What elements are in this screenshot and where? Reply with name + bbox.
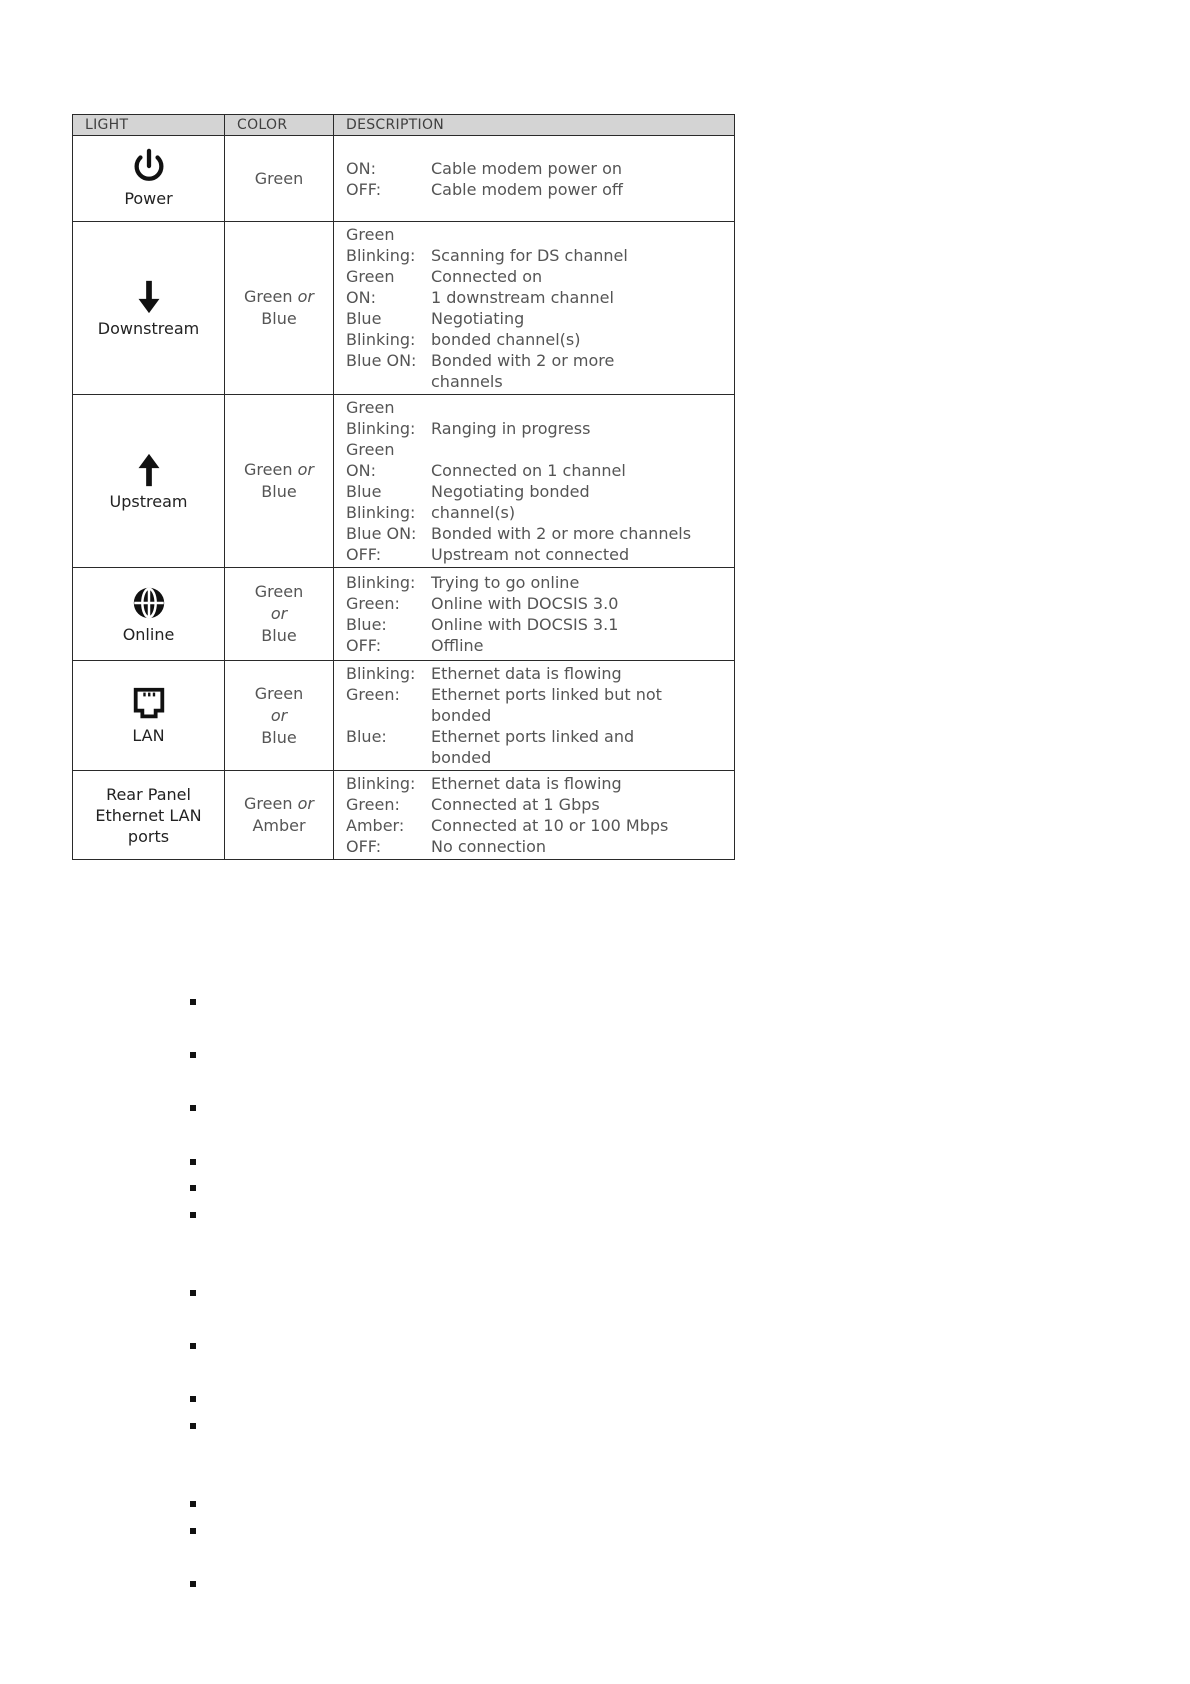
description-entry — [346, 224, 728, 266]
description-entry — [346, 773, 728, 794]
state-label-line: Blinking: — [346, 330, 416, 349]
description-entry — [346, 523, 728, 544]
state-label — [346, 684, 431, 726]
state-description-line — [431, 439, 728, 460]
table-row — [73, 568, 735, 661]
state-label — [346, 593, 431, 614]
color-text: Green — [244, 460, 298, 479]
bullet-marker — [190, 1105, 196, 1111]
state-description — [431, 815, 728, 836]
description-entry — [346, 350, 728, 392]
state-description-line: Trying to go online — [431, 573, 580, 592]
color-text: or — [270, 604, 288, 623]
state-label-line: ON: — [346, 158, 376, 178]
color-cell — [225, 568, 334, 661]
color-text: Green — [244, 287, 298, 306]
description-entry — [346, 544, 728, 565]
color-cell — [225, 136, 334, 222]
state-description-line: Cable modem power off — [431, 179, 623, 199]
state-label — [346, 266, 431, 308]
state-description — [431, 614, 728, 635]
state-label — [346, 815, 431, 836]
state-description — [431, 635, 728, 656]
color-text: or — [297, 287, 314, 306]
color-text: Green — [244, 794, 298, 813]
color-cell — [225, 771, 334, 860]
bullet-marker — [190, 1343, 196, 1349]
state-description-line: Connected on — [431, 267, 543, 286]
state-label-line: Blinking: — [346, 246, 416, 265]
color-text: Blue — [261, 309, 297, 328]
bullet-marker — [190, 1290, 196, 1296]
color-text: Green — [254, 168, 304, 188]
color-text: Amber — [252, 816, 306, 835]
state-description — [431, 158, 728, 179]
state-label-line: ON: — [346, 288, 376, 307]
state-label-line: Blue ON: — [346, 351, 417, 370]
state-label-line: Blue: — [346, 727, 387, 746]
state-description-line: Connected at 1 Gbps — [431, 795, 600, 814]
state-description-line: Online with DOCSIS 3.0 — [431, 594, 619, 613]
state-description — [431, 836, 728, 857]
state-label-line: Green — [346, 398, 395, 417]
table-row — [73, 136, 735, 222]
light-cell — [73, 568, 225, 661]
description-entry — [346, 635, 728, 656]
state-description-line: Negotiating bonded — [431, 482, 590, 501]
arrow-down-icon — [130, 278, 168, 316]
description-entry — [346, 593, 728, 614]
light-cell — [73, 395, 225, 568]
state-label-line: OFF: — [346, 837, 382, 856]
description-cell — [334, 222, 735, 395]
description-cell — [334, 771, 735, 860]
state-label — [346, 439, 431, 481]
state-description — [431, 179, 728, 200]
state-label-line: Blue ON: — [346, 524, 417, 543]
light-name: Online — [122, 624, 175, 644]
state-label — [346, 397, 431, 439]
state-description — [431, 523, 728, 544]
state-label-line: OFF: — [346, 545, 382, 564]
bullet-marker — [190, 1501, 196, 1507]
light-name: LAN — [132, 726, 165, 745]
state-label-line: Blinking: — [346, 573, 416, 592]
state-label-line: Green: — [346, 795, 400, 814]
state-label — [346, 523, 431, 544]
state-description-line: Offline — [431, 636, 484, 655]
state-description-line: No connection — [431, 837, 546, 856]
state-description-line: channels — [431, 372, 503, 391]
state-label-line: Green — [346, 225, 395, 244]
description-entry — [346, 308, 728, 350]
description-entry — [346, 614, 728, 635]
state-label-line: Green — [346, 440, 395, 459]
state-description-line — [431, 397, 728, 418]
color-text: Blue — [261, 626, 297, 645]
state-description-line: Bonded with 2 or more — [431, 351, 615, 370]
state-description-line: Cable modem power on — [431, 158, 623, 178]
state-description — [431, 266, 728, 308]
color-cell — [225, 222, 334, 395]
table-body — [73, 136, 735, 860]
bullet-marker — [190, 1581, 196, 1587]
description-cell — [334, 136, 735, 222]
light-name: Upstream — [109, 491, 188, 511]
state-description-line: channel(s) — [431, 503, 516, 522]
light-name: Downstream — [97, 318, 200, 338]
state-label-line: ON: — [346, 461, 376, 480]
color-text: Blue — [261, 727, 297, 747]
state-description — [431, 572, 728, 593]
color-text: Blue — [261, 482, 297, 501]
globe-icon — [130, 584, 168, 622]
state-description — [431, 481, 728, 523]
state-label — [346, 572, 431, 593]
description-entry — [346, 726, 728, 768]
arrow-up-icon — [130, 451, 168, 489]
state-description — [431, 439, 728, 481]
state-description — [431, 726, 728, 768]
bullet-marker — [190, 1396, 196, 1402]
state-description-line: Ranging in progress — [431, 419, 591, 438]
table-row — [73, 771, 735, 860]
light-cell — [73, 222, 225, 395]
state-description — [431, 773, 728, 794]
state-description-line: Scanning for DS channel — [431, 246, 628, 265]
state-description-line: Online with DOCSIS 3.1 — [431, 615, 619, 634]
ethernet-port-icon — [130, 685, 168, 723]
state-label-line: Green: — [346, 685, 400, 704]
description-entry — [346, 684, 728, 726]
power-icon — [130, 148, 168, 186]
description-entry — [346, 481, 728, 523]
state-label-line: Blinking: — [346, 664, 416, 683]
table-row — [73, 395, 735, 568]
state-description — [431, 544, 728, 565]
state-description — [431, 308, 728, 350]
description-entry — [346, 397, 728, 439]
description-cell — [334, 395, 735, 568]
state-label — [346, 308, 431, 350]
state-label — [346, 836, 431, 857]
state-description — [431, 684, 728, 726]
light-cell — [73, 661, 225, 771]
state-description-line: Connected on 1 channel — [431, 461, 626, 480]
color-text: or — [270, 705, 288, 725]
state-label — [346, 635, 431, 656]
state-label — [346, 663, 431, 684]
state-label — [346, 481, 431, 523]
description-entry — [346, 815, 728, 836]
state-description-line: Ethernet data is flowing — [431, 664, 622, 683]
light-name: Power — [124, 189, 173, 208]
bullet-marker — [190, 1185, 196, 1191]
state-description-line: bonded channel(s) — [431, 330, 581, 349]
state-description — [431, 350, 728, 392]
description-entry — [346, 663, 728, 684]
state-label — [346, 773, 431, 794]
state-label-line: Blue: — [346, 615, 387, 634]
state-label-line: Blue — [346, 309, 382, 328]
bullet-marker — [190, 999, 196, 1005]
state-label — [346, 726, 431, 768]
light-name: Rear Panel Ethernet LAN ports — [95, 784, 202, 846]
description-entry — [346, 179, 728, 200]
state-label-line: OFF: — [346, 636, 382, 655]
description-entry — [346, 836, 728, 857]
description-cell — [334, 568, 735, 661]
header-description: DESCRIPTION — [334, 115, 735, 136]
state-description-line: bonded — [431, 706, 492, 725]
state-label — [346, 350, 431, 392]
state-description-line — [431, 224, 728, 245]
color-text: Green — [254, 582, 304, 601]
description-entry — [346, 158, 728, 179]
state-description-line: Negotiating — [431, 309, 525, 328]
state-label-line: OFF: — [346, 179, 382, 199]
state-description — [431, 397, 728, 439]
state-description — [431, 224, 728, 266]
light-cell — [73, 136, 225, 222]
state-description — [431, 593, 728, 614]
bullet-marker — [190, 1159, 196, 1165]
state-description-line: Ethernet ports linked and — [431, 727, 635, 746]
description-entry — [346, 439, 728, 481]
state-label — [346, 179, 431, 200]
table-header-row — [73, 115, 735, 136]
color-cell — [225, 395, 334, 568]
state-label-line — [346, 371, 431, 392]
description-entry — [346, 794, 728, 815]
state-description-line: Bonded with 2 or more channels — [431, 524, 692, 543]
state-label-line: Blinking: — [346, 774, 416, 793]
color-text: or — [297, 460, 314, 479]
state-label — [346, 544, 431, 565]
state-label-line: Blinking: — [346, 419, 416, 438]
state-label — [346, 794, 431, 815]
description-entry — [346, 266, 728, 308]
description-cell — [334, 661, 735, 771]
state-label — [346, 614, 431, 635]
state-description-line: bonded — [431, 748, 492, 767]
state-description-line: Ethernet data is flowing — [431, 774, 622, 793]
state-description-line: Ethernet ports linked but not — [431, 685, 662, 704]
description-entry — [346, 572, 728, 593]
bullet-marker — [190, 1212, 196, 1218]
bullet-marker — [190, 1052, 196, 1058]
state-description-line: 1 downstream channel — [431, 288, 614, 307]
led-status-table — [72, 114, 735, 860]
table-row — [73, 222, 735, 395]
state-label-line: Green — [346, 267, 395, 286]
color-cell — [225, 661, 334, 771]
color-text: or — [297, 794, 314, 813]
state-description — [431, 663, 728, 684]
color-text: Green — [254, 683, 304, 703]
bullet-marker — [190, 1423, 196, 1429]
state-label-line: Green: — [346, 594, 400, 613]
state-label — [346, 158, 431, 179]
state-label-line: Blinking: — [346, 503, 416, 522]
light-cell — [73, 771, 225, 860]
state-description — [431, 794, 728, 815]
header-color: COLOR — [225, 115, 334, 136]
state-label — [346, 224, 431, 266]
state-label-line: Amber: — [346, 816, 405, 835]
state-description-line: Connected at 10 or 100 Mbps — [431, 816, 669, 835]
bullet-marker — [190, 1528, 196, 1534]
state-description-line: Upstream not connected — [431, 545, 630, 564]
state-label-line: Blue — [346, 482, 382, 501]
table-row — [73, 661, 735, 771]
header-light: LIGHT — [73, 115, 225, 136]
